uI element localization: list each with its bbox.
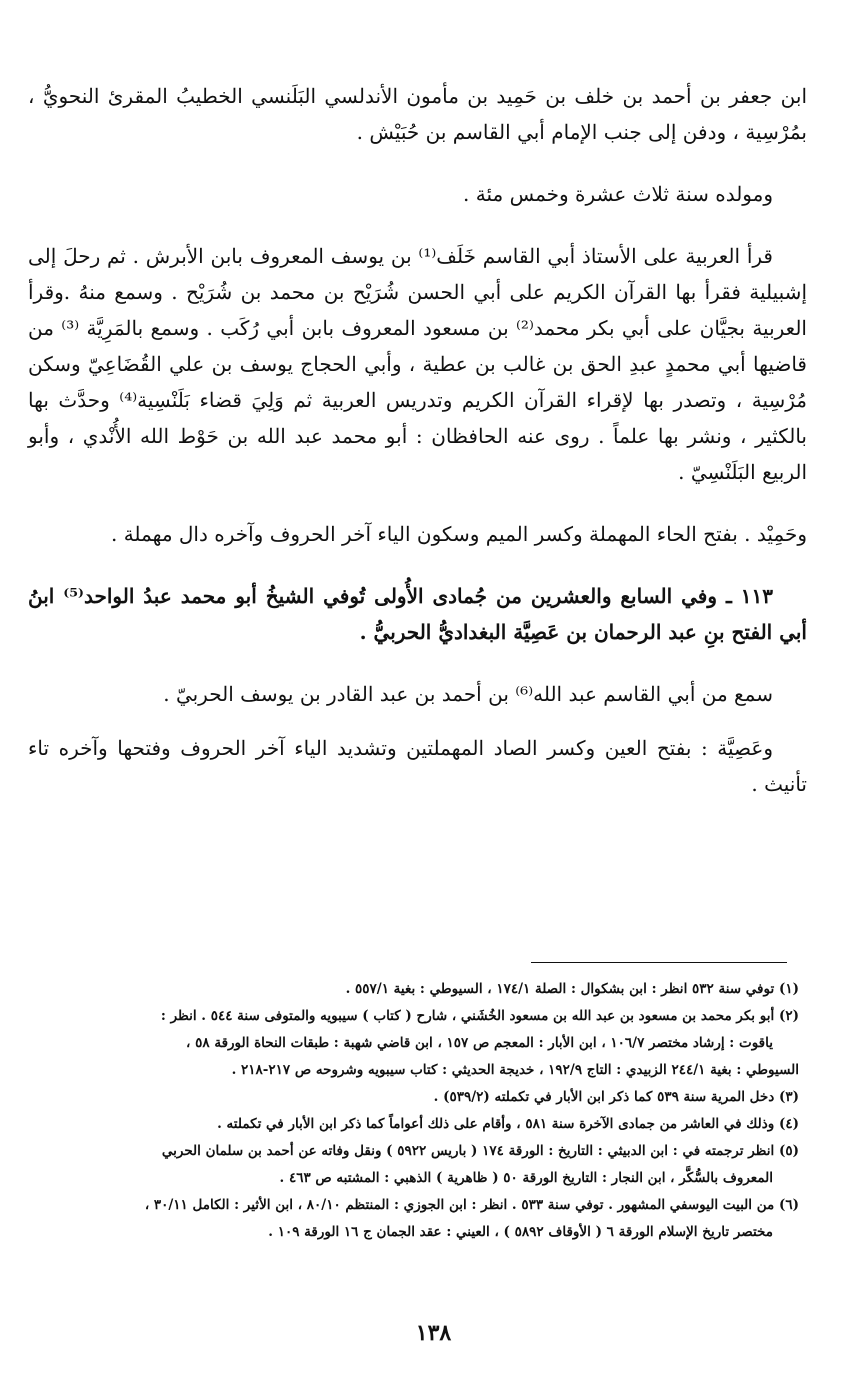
paragraph-6: سمع من أبي القاسم عبد الله⁽⁶⁾ بن أحمد بن عبد القادر بن يوسف الحربيّ . xyxy=(163,682,773,706)
paragraph-2: ومولده سنة ثلاث عشرة وخمس مئة . xyxy=(463,182,773,206)
footnote-line: (٣) دخل المرية سنة ٥٣٩ كما ذكر ابن الأبار في تكملته (٥٣٩/٢) . xyxy=(433,1089,799,1105)
footnote-line: (٥) انظر ترجمته في : ابن الدبيثي : التاريخ : الورقة ١٧٤ ( باريس ٥٩٢٢ ) ونقل وفاته عن أحمد بن سلمان الحربي xyxy=(161,1143,799,1159)
footnote-divider xyxy=(531,962,787,963)
paragraph-1: ابن جعفر بن أحمد بن خلف بن حَمِيد بن مأمون الأندلسي البَلَنسي الخطيبُ المقرئ النحويُّ ، بمُرْسِية ، ودفن إلى جنب الإمام أبي القاسم بن حُبَيْش . xyxy=(28,84,807,144)
entry-113-heading: ١١٣ ـ وفي السابع والعشرين من جُمادى الأُولى تُوفي الشيخُ أبو محمد عبدُ الواحد⁽⁵⁾ ابنُ أبي الفتح بنِ عبد الرحمان بن عَصِيَّة البغداديُّ الحربيُّ . xyxy=(28,584,807,644)
footnote-line: المعروف بالسُّكَّر ، ابن النجار : التاريخ الورقة ٥٠ ( ظاهرية ) الذهبي : المشتبه ص ٤٦٣ . xyxy=(279,1170,773,1186)
footnote-line: (٢) أبو بكر محمد بن مسعود بن عبد الله بن مسعود الخُشَني ، شارح ( كتاب ) سيبويه والمتوفى سنة ٥٤٤ . انظر : xyxy=(160,1008,799,1024)
footnote-line: ياقوت : إرشاد مختصر ١٠٦/٧ ، ابن الأبار : المعجم ص ١٥٧ ، ابن قاضي شهبة : طبقات النحاة الورقة ٥٨ ، xyxy=(186,1035,773,1051)
footnotes xyxy=(28,976,799,1246)
footnote-line: (٦) من البيت اليوسفي المشهور . توفي سنة ٥٣٣ . انظر : ابن الجوزي : المنتظم ٨٠/١٠ ، ابن الأثير : الكامل ٣٠/١١ ، xyxy=(144,1197,799,1213)
footnote-line: (١) توفي سنة ٥٣٢ انظر : ابن بشكوال : الصلة ١٧٤/١ ، السيوطي : بغية ٥٥٧/١ . xyxy=(345,981,799,997)
footnote-line: مختصر تاريخ الإسلام الورقة ٦ ( الأوقاف ٥٨٩٢ ) ، العيني : عقد الجمان ج ١٦ الورقة ١٠٩ . xyxy=(268,1224,773,1240)
page-number: ١٣٨ xyxy=(415,1320,452,1346)
paragraph-7: وعَصِيَّة : بفتح العين وكسر الصاد المهملتين وتشديد الياء آخر الحروف وفتحها وآخره تاء تأنيث . xyxy=(28,736,807,796)
paragraph-4: وحَمِيْد . بفتح الحاء المهملة وكسر الميم وسكون الياء آخر الحروف وآخره دال مهملة . xyxy=(110,522,807,546)
main-text xyxy=(28,78,807,802)
paragraph-3: قرأ العربية على الأستاذ أبي القاسم خَلَف⁽¹⁾ بن يوسف المعروف بابن الأبرش . ثم رحلَ إلى إشبيلية فقرأ بها القرآن الكريم على أبي الحسن شُرَيْح بن محمد بن شُرَيْح . وسمع منهُ .وقرأ العربية بجيَّان على أبي بكر محمد⁽²⁾ بن مسعود المعروف بابن أبي رُكَب . وسمع بالمَرِيَّة ⁽³⁾ من قاضيها أبي محمدٍ عبدِ الحق بن غالب بن عطية ، وأبي الحجاج يوسف بن علي القُضَاعِيّ وسكن مُرْسِية ، وتصدر بها لإقراء القرآن الكريم وتدريس العربية ثم وَلِيَ قضاء بَلَنْسِية⁽⁴⁾ وحدَّث بها بالكثير ، ونشر بها علماً . روى عنه الحافظان : أبو محمد عبد الله بن حَوْط الله الأُنْدي ، وأبو الربيع البَلَنْسِيّ . xyxy=(28,244,807,484)
footnote-line: السيوطي : بغية ٢٤٤/١ الزبيدي : التاج ١٩٢/٩ ، خديجة الحديثي : كتاب سيبويه وشروحه ص ٢١٧-٢١٨ . xyxy=(231,1062,799,1078)
footnote-line: (٤) وذلك في العاشر من جمادى الآخرة سنة ٥٨١ ، وأقام على ذلك أعواماً كما ذكر ابن الأبار في تكملته . xyxy=(217,1116,799,1132)
